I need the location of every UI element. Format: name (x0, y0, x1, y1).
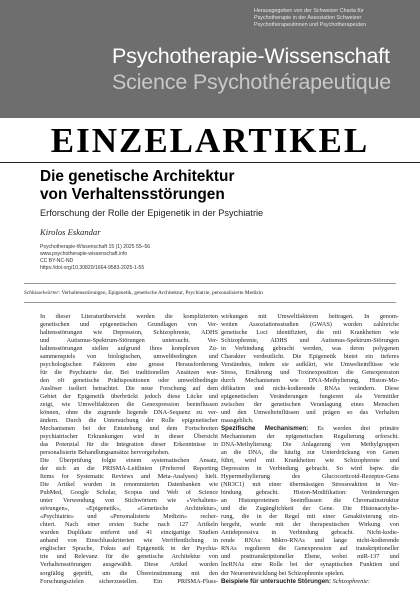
body-line: personalisierte Behandlungsansätze hervorgehoben. (40, 449, 170, 457)
body-line: Forschungszielen sicherzustellen. Ein PRISMA-Fluss- (40, 577, 218, 585)
examples-heading: Beispiele für untersuchte Störungen: (221, 577, 332, 585)
website-link[interactable]: www.psychotherapie-wissenschaft.info (40, 251, 128, 257)
license-line: CC BY-NC-ND (40, 258, 74, 264)
publisher-note (254, 8, 404, 29)
body-line: wirkungen mit Umweltfaktoren beitragen. In genom- (221, 313, 399, 320)
body-line: sammenspiels von biologischen, umweltbedingten und (40, 353, 218, 361)
body-line: und Autismus-Spektrum-Störungen untersucht. Ver- (40, 337, 218, 345)
body-line: epigenetischen Veränderungen fungieren als Vermittler (221, 393, 399, 401)
body-line: können, ohne die zugrunde liegende DNA-Sequenz zu ver- (40, 409, 218, 417)
body-line: massgeblich. (221, 417, 254, 425)
keywords-label: Schlüsselwörter: (24, 290, 61, 296)
body-line: hergeht, wurde mit der therapeutischen Wirkung von (221, 521, 399, 529)
body-line: führt, wird mit Krankheiten wie Schizophrenie und (221, 457, 399, 465)
body-line: «Psychiatrie» und «Personalisierte Medizin» recher- (40, 513, 218, 521)
body-line: sorgfältig geprüft, um die Übereinstimmung mit den (40, 569, 218, 577)
body-line: psychologischen Faktoren eine grosse Herausforderung (40, 361, 218, 369)
article-title-line: Die genetische Architektur (40, 168, 235, 185)
body-line: Auslöser isoliert betrachtet. Die neue Forschung auf dem (40, 385, 218, 393)
body-text: Es werden drei primäre (308, 425, 399, 433)
body-line: Mechanismen der epigenetischen Regulierung erforscht. (221, 433, 399, 441)
body-line: DNA-Methylierung: Die Anlagerung von Methylgruppen (221, 441, 399, 449)
body-line: zwischen der genetischen Veranlagung eines Menschen (221, 401, 399, 409)
body-line: psychiatrischer Erkrankungen wird in dieser Übersicht (40, 433, 218, 441)
journal-title-de: Psychotherapie-Wissenschaft (112, 44, 390, 68)
body-line: Stress, Ernährung und Toxinexposition die Genexpression (221, 369, 399, 377)
body-line: Items for Systematic Reviews and Meta-Analyses) hielt. (40, 473, 218, 481)
publisher-note-line: Psychotherapeutinnen und Psychotherapeuten (254, 22, 367, 28)
body-line (221, 425, 399, 433)
body-line: Schizophrenie, ADHS und Autismus-Spektrum-Störungen (221, 337, 399, 345)
doi-link[interactable]: https://doi.org/10.30820/1664-9583-2025-1-55 (40, 265, 145, 271)
body-line: und die Zugänglichkeit der Gene. Die Histonacetylie- (221, 505, 399, 513)
body-line: Mechanismen bei der Entstehung und dem Fortschreiten (40, 425, 218, 433)
publisher-note-line: Psychotherapie in der Assoziation Schweizer (254, 15, 362, 21)
body-line: haltensstörungen wie Depression, Schizophrenie, ADHS (40, 329, 218, 337)
publisher-note-line: Herausgegeben von der Schweizer Charta für (254, 8, 364, 14)
body-line: in Verbindung gebracht werden, was deren polygenen (221, 345, 399, 353)
mechanisms-heading: Spezifische Mechanismen: (221, 425, 309, 433)
body-line: lncRNAs eine Rolle bei der synaptischen Funktion und (221, 561, 399, 569)
body-line (221, 578, 399, 586)
body-line: Verständnis, indem sie aufklärt, wie Umwelteinflüsse wie (221, 361, 399, 369)
body-line: bindung gebracht. Histon-Modifikation: Veränderungen (221, 489, 399, 497)
body-line: und den Umwelteinflüssen und prägen so das Verhalten (221, 409, 399, 417)
section-label: EINZELARTIKEL (50, 121, 370, 160)
keywords-box (24, 283, 396, 303)
body-line: das Potenzial für die Integration dieser Erkenntnisse in (40, 441, 218, 449)
body-line: an die DNA, die häufig zur Unterdrückung von Genen (221, 449, 399, 457)
body-column-left (40, 313, 218, 586)
body-line: rung, die in der Regel mit einer Genaktivierung ein- (221, 513, 399, 521)
article-meta (40, 244, 150, 272)
article-title (40, 168, 400, 204)
body-line: Depression in Verbindung gebracht. So wird bspw. die (221, 465, 399, 473)
body-line: ändern. Durch die Untersuchung der Rolle epigenetischer (40, 417, 218, 425)
keywords-text: Verhaltensstörungen, Epigenetik, genetische Architektur, Psychiatrie, personalisierte Medizin (61, 290, 263, 296)
body-line: störungen», «Epigenetik», «Genetische Architektur», (40, 505, 218, 513)
body-line: genetische Loci identifiziert, die mit Krankheiten wie (221, 329, 399, 337)
citation-line: Psychotherapie-Wissenschaft 15 (1) 2025 55–56 (40, 244, 151, 250)
body-line: anhand von Einschlusskriterien wie Veröffentlichung in (40, 537, 218, 545)
body-line: Verhaltensstörungen ausgewählt. Diese Artikel wurden (40, 561, 218, 569)
body-line: der sich an die PRISMA-Leitlinien (Preferred Reporting (40, 465, 218, 473)
journal-title-fr: Science Psychothérapeutique (112, 70, 392, 94)
body-line: für die Psychiatrie dar. Bei traditionellen Ansätzen wur- (40, 369, 218, 377)
body-line: genetischen und epigenetischen Grundlagen von Ver- (40, 321, 218, 329)
body-line: zeigt, wie Umweltfaktoren die Genexpression beeinflussen (40, 401, 218, 409)
body-line: Charakter verdeutlicht. Die Epigenetik bietet ein tieferes (221, 353, 399, 361)
body-line: und posttranskriptioneller Ebene, wobei miR-137 und (221, 553, 399, 561)
body-line: Die Artikel wurden in renommierten Datenbanken wie (40, 481, 218, 489)
body-line: Hypermethylierung des Glucocorticoid-Rezeptor-Gens (221, 473, 399, 481)
body-text: Schizophrenie: (331, 577, 370, 585)
body-line: Gebiet der Epigenetik überbrückt jedoch diese Lücke und (40, 393, 218, 401)
body-line: der Neuroentwicklung bei Schizophrenie spielen. (221, 569, 345, 577)
body-line: RNAs regulieren die Genexpression auf transkriptioneller (221, 545, 399, 553)
body-line: Antidepressiva in Verbindung gebracht. Nicht-kodie- (221, 529, 399, 537)
body-line: an Histonproteinen beeinflussen die Chromatinstruktur (221, 497, 399, 505)
section-divider (0, 162, 420, 163)
body-line: den oft genetische Prädispositionen oder umweltbedingte (40, 377, 218, 385)
article-title-line: von Verhaltensstörungen (40, 186, 225, 203)
body-line: PubMed, Google Scholar, Scopus und Web of Science (40, 489, 218, 497)
body-line: weiten Assoziationsstudien (GWAS) wurden zahlreiche (221, 321, 399, 329)
body-line: englischer Sprache, Fokus auf Epigenetik in der Psychia- (40, 545, 218, 553)
body-line: rende RNAs: Mikro-RNAs und lange nicht-kodierende (221, 537, 399, 545)
author-name: Kirolos Eskandar (40, 227, 101, 237)
body-line: Die Überprüfung folgte einem systematischen Ansatz, (40, 457, 218, 465)
article-subtitle: Erforschung der Rolle der Epigenetik in der Psychiatrie (40, 208, 264, 218)
body-line: chiert. Nach einer ersten Suche nach 127 Artikeln (40, 521, 218, 529)
body-line: In dieser Literaturübersicht werden die komplizierten (40, 313, 218, 320)
body-line: durch Mechanismen wie DNA-Methylierung, Histon-Mo- (221, 377, 399, 385)
body-line: (NR3C1) mit einer übermässigen Stressreaktion in Ver- (221, 481, 399, 489)
body-line: unter Verwendung von Stichwörtern wie «Verhaltens- (40, 497, 218, 505)
body-line: haltensstörungen stellen aufgrund ihres komplexen Zu- (40, 345, 218, 353)
body-line: wurden Duplikate entfernt und 41 einzigartige Studien (40, 529, 218, 537)
journal-header (0, 0, 420, 118)
body-column-right (221, 313, 399, 586)
body-line: trie und Relevanz für die genetische Architektur von (40, 553, 218, 561)
body-line: difikation und nicht-kodierende RNAs verändern. Diese (221, 385, 399, 393)
